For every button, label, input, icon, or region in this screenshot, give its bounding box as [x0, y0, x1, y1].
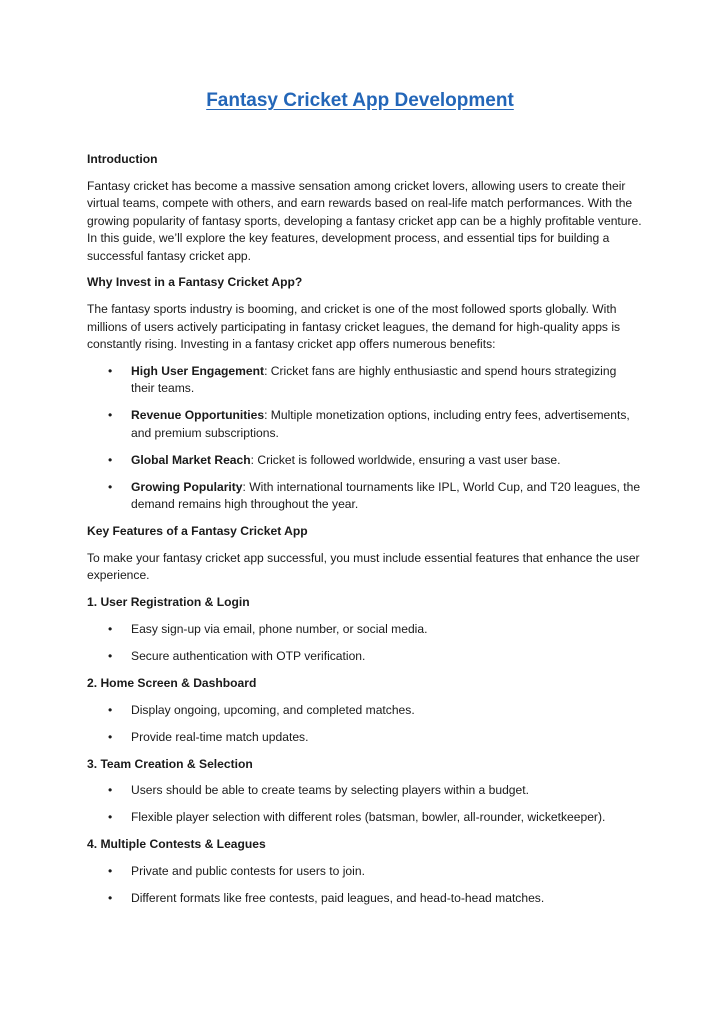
section-heading: 4. Multiple Contests & Leagues [87, 837, 266, 852]
key-features-heading: Key Features of a Fantasy Cricket App [87, 523, 308, 538]
list-item-text: Provide real-time match updates. [131, 729, 309, 744]
benefits-list [87, 363, 642, 513]
list-item-text: Private and public contests for users to join. [131, 864, 365, 879]
document-body [87, 151, 642, 917]
list-item-text: Easy sign-up via email, phone number, or social media. [131, 622, 428, 637]
bullet-icon: • [108, 783, 113, 798]
document-title: Fantasy Cricket App Development [206, 90, 514, 111]
section-list [87, 782, 642, 826]
list-item [87, 890, 642, 907]
bullet-icon: • [108, 408, 113, 423]
list-item-text: Display ongoing, upcoming, and completed matches. [131, 702, 415, 717]
bullet-icon: • [108, 648, 113, 663]
benefit-term: Growing Popularity [131, 479, 243, 494]
list-item-text: Flexible player selection with different roles (batsman, bowler, all-rounder, wicketkeeper). [131, 810, 606, 825]
list-item [87, 702, 642, 719]
benefit-text: : With international tournaments like IPL, World Cup, and T20 leagues, the demand remains high throughout the year. [131, 479, 641, 511]
section-list [87, 621, 642, 665]
section-list [87, 702, 642, 746]
list-item [87, 621, 642, 638]
list-item [87, 452, 642, 469]
bullet-icon: • [108, 864, 113, 879]
benefit-text: : Cricket is followed worldwide, ensuring a vast user base. [250, 452, 561, 467]
list-item [87, 407, 642, 442]
intro-paragraph: Fantasy cricket has become a massive sensation among cricket lovers, allowing users to create their virtual teams, compete with others, and earn rewards based on real-life match performances. With the growing popularity of fantasy sports, developing a fantasy cricket app can be a highly profitable venture. In this guide, we’ll explore the key features, development process, and essential tips for building a successful fantasy cricket app. [87, 178, 642, 263]
why-invest-paragraph: The fantasy sports industry is booming, and cricket is one of the most followed sports globally. With millions of users actively participating in fantasy cricket leagues, the demand for high-quality apps is constantly rising. Investing in a fantasy cricket app offers numerous benefits: [87, 302, 621, 352]
benefit-text: : Multiple monetization options, including entry fees, advertisements, and premium subscriptions. [131, 408, 630, 440]
benefit-term: Global Market Reach [131, 452, 251, 467]
list-item [87, 863, 642, 880]
bullet-icon: • [108, 891, 113, 906]
list-item [87, 363, 642, 398]
list-item [87, 648, 642, 665]
bullet-icon: • [108, 452, 113, 467]
list-item-text: Users should be able to create teams by selecting players within a budget. [131, 783, 529, 798]
list-item [87, 479, 642, 514]
bullet-icon: • [108, 622, 113, 637]
list-item [87, 809, 642, 826]
section-list [87, 863, 642, 907]
list-item-text: Different formats like free contests, paid leagues, and head-to-head matches. [131, 891, 545, 906]
bullet-icon: • [108, 364, 113, 379]
bullet-icon: • [108, 810, 113, 825]
list-item [87, 782, 642, 799]
benefit-term: High User Engagement [131, 364, 265, 379]
benefit-term: Revenue Opportunities [131, 408, 265, 423]
bullet-icon: • [108, 729, 113, 744]
key-features-paragraph: To make your fantasy cricket app successful, you must include essential features that enhance the user experience. [87, 550, 640, 583]
section-heading: 1. User Registration & Login [87, 595, 250, 610]
intro-heading: Introduction [87, 152, 158, 166]
section-heading: 3. Team Creation & Selection [87, 756, 253, 771]
section-heading: 2. Home Screen & Dashboard [87, 675, 257, 690]
list-item-text: Secure authentication with OTP verification. [131, 648, 366, 663]
why-invest-heading: Why Invest in a Fantasy Cricket App? [87, 275, 303, 290]
bullet-icon: • [108, 479, 113, 494]
bullet-icon: • [108, 702, 113, 717]
benefit-text: : Cricket fans are highly enthusiastic and spend hours strategizing their teams. [131, 364, 617, 396]
list-item [87, 729, 642, 746]
